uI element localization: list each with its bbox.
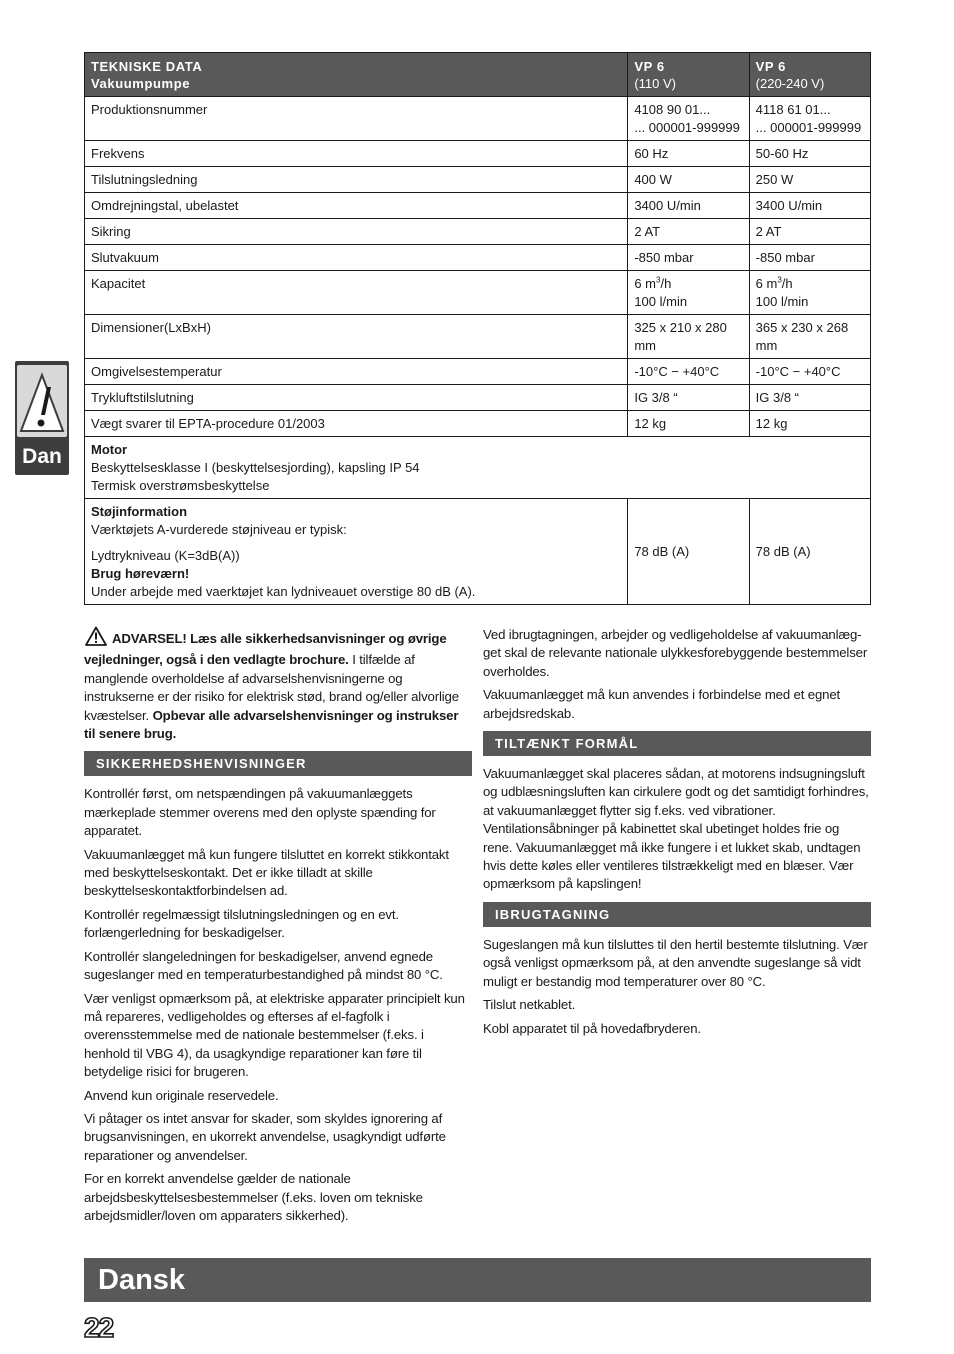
table-row <box>85 167 871 193</box>
paragraph: Vi påtager os intet ansvar for skader, som skyldes ignorering af brugsanvisningen, en ukorrekt anvendelse, usagkyndigt udførte reparationer og anvendelser. <box>84 1110 446 1163</box>
value-line: 4108 90 01... <box>634 102 711 117</box>
warning-bold-text: ADVARSEL! Læs alle sikkerhedsanvisninger og øvrige vejledninger, også i den vedlagte brochure. <box>84 631 447 668</box>
row-value-2: 250 W <box>749 167 870 193</box>
row-value-2: IG 3/8 “ <box>749 385 870 411</box>
table-row <box>85 141 871 167</box>
motor-line: Beskyttelsesklasse I (beskyttelsesjording), kapsling IP 54 <box>91 460 420 475</box>
value-text: /h <box>660 276 672 291</box>
paragraph: Vær venligst opmærksom på, at elektriske apparater principielt kun må repareres, vedligeholdes og efterses af el-fagfolk i overensstemmelse med de nationale bestemmelser (f.eks. i henhold til VBG 4), da usagkyndige reparationer kan føre til betydelige risici for brugeren. <box>84 990 465 1080</box>
value-line: ... 000001-999999 <box>755 120 862 135</box>
paragraph: Kontrollér regelmæssigt tilslutningsledningen og en evt. forlængerledning for beskadigelser. <box>84 906 399 941</box>
table-col1-header <box>628 53 749 97</box>
value-line: ... 000001-999999 <box>634 120 740 135</box>
row-label: Dimensioner(LxBxH) <box>85 315 628 359</box>
section-heading-commissioning: IBRUGTAGNING <box>483 902 871 927</box>
table-subtitle: Vakuumpumpe <box>91 76 191 91</box>
motor-row <box>85 437 871 499</box>
table-row <box>85 271 871 315</box>
row-label: Produktionsnummer <box>85 97 628 141</box>
paragraph: Ved ibrugtagningen, arbejder og vedligeholdelse af vakuumanlæg- get skal de relevante nationale ulykkesforebyggende bestemmelser overholdes. <box>483 627 868 679</box>
row-value-1: 3400 U/min <box>628 193 749 219</box>
row-value-2: -850 mbar <box>749 245 870 271</box>
table-title-cell <box>85 53 628 97</box>
warning-triangle-icon <box>84 626 108 651</box>
warning-paragraph <box>84 626 472 743</box>
hearing-protection-warning: Brug høreværn! <box>91 566 190 581</box>
col1-model: VP 6 <box>634 59 665 74</box>
row-label: Slutvakuum <box>85 245 628 271</box>
value-line: 4118 61 01... <box>755 102 831 117</box>
table-row <box>85 315 871 359</box>
row-value-2: 365 x 230 x 268 mm <box>749 315 870 359</box>
motor-title: Motor <box>91 442 128 457</box>
value-text: /h <box>781 276 793 291</box>
row-value-1: -850 mbar <box>628 245 749 271</box>
row-value-2: 12 kg <box>749 411 870 437</box>
row-value-2: -10°C − +40°C <box>749 359 870 385</box>
value-superscript: 3 <box>777 275 782 285</box>
paragraph: Vakuumanlægget må kun anvendes i forbindelse med et egnet arbejdsredskab. <box>483 687 841 721</box>
table-col2-header <box>749 53 870 97</box>
table-row <box>85 245 871 271</box>
row-value-2: 50-60 Hz <box>749 141 870 167</box>
paragraph: Kobl apparatet til på hovedafbryderen. <box>483 1020 701 1036</box>
warning-keep-text: Opbevar alle advarselshenvisninger og instrukser til senere brug. <box>84 707 459 742</box>
motor-line: Termisk overstrømsbeskyttelse <box>91 478 270 493</box>
motor-cell <box>85 437 871 499</box>
row-label: Sikring <box>85 219 628 245</box>
footer-language-title: Dansk <box>98 1264 186 1296</box>
left-column <box>84 626 472 1230</box>
noise-value-1: 78 dB (A) <box>628 499 749 605</box>
col1-voltage: (110 V) <box>634 76 676 91</box>
paragraph: Sugeslangen må kun tilsluttes til den hertil bestemte tilslutning. Vær også venligst opmærksom på, at den anvendte sugeslange så vidt muligt er bestandig mod temperaturer over 80 °C. <box>483 936 868 989</box>
section-heading-safety: SIKKERHEDSHENVISNINGER <box>84 751 472 776</box>
value-text: 6 m <box>755 276 778 291</box>
table-row <box>85 359 871 385</box>
noise-line: Under arbejde med vaerktøjet kan lydniveauet overstige 80 dB (A). <box>91 584 476 599</box>
paragraph: Tilslut netkablet. <box>483 997 576 1013</box>
col2-voltage: (220-240 V) <box>755 76 825 91</box>
paragraph: Kontrollér først, om netspændingen på vakuumanlæggets mærkeplade stemmer overens med den oplyste spænding for apparatet. <box>84 786 436 839</box>
language-label: Dan <box>22 445 62 468</box>
noise-line: Lydtrykniveau (K=3dB(A)) <box>91 548 240 563</box>
noise-cell <box>85 499 628 605</box>
row-label: Trykluftstilslutning <box>85 385 628 411</box>
noise-title: Støjinformation <box>91 504 188 519</box>
row-value-2 <box>749 97 870 141</box>
table-row <box>85 219 871 245</box>
row-label: Omdrejningstal, ubelastet <box>85 193 628 219</box>
row-value-1 <box>628 97 749 141</box>
row-value-1: -10°C − +40°C <box>628 359 749 385</box>
section-heading-intended-use: TILTÆNKT FORMÅL <box>483 731 871 756</box>
row-label: Vægt svarer til EPTA-procedure 01/2003 <box>85 411 628 437</box>
paragraph: Vakuumanlægget skal placeres sådan, at motorens indsugningsluft og udblæsningsluften kan cirkulere godt og det samtidigt forhindres, at vakuumanlægget flytter sig f.eks. ved vibrationer. Ventilationsåbninger på kabinettet skal ubetinget holdes frie og rene. Vakuumanlægget må ikke fungere i et lukket skab, undtagen hvis dette køles eller ventileres tilstrækkeligt med en blæser. Vær opmærksom på kapslingen! <box>483 766 869 892</box>
table-row <box>85 411 871 437</box>
paragraph: Vakuumanlægget må kun fungere tilsluttet en korrekt stikkontakt med beskyttelseskontakt. Det er ikke tilladt at skille beskyttelseskontaktforbindelsen ad. <box>84 846 449 899</box>
value-text: 6 m <box>634 276 656 291</box>
paragraph: For en korrekt anvendelse gælder de nationale arbejdsbeskyttelsesbestemmelser (f.eks. loven om tekniske arbejdsmidler/loven om apparaters sikkerhed). <box>84 1171 423 1223</box>
row-value-2 <box>749 271 870 315</box>
tech-data-table <box>84 52 871 605</box>
row-value-1: 2 AT <box>628 219 749 245</box>
paragraph: Anvend kun originale reservedele. <box>84 1087 279 1103</box>
footer-language-bar <box>84 1258 871 1302</box>
noise-value-2: 78 dB (A) <box>749 499 870 605</box>
row-value-1: 60 Hz <box>628 141 749 167</box>
noise-line: Værktøjets A-vurderede støjniveau er typisk: <box>91 522 347 537</box>
row-value-2: 3400 U/min <box>749 193 870 219</box>
table-header-row <box>85 53 871 97</box>
value-line: 100 l/min <box>755 294 809 309</box>
warning-text: I tilfælde af manglende overholdelse af advarselshenvisningerne og instrukserne er der risiko for elektrisk stød, brand og/eller alvorlige kvæstelser. <box>84 652 459 723</box>
row-label: Omgivelsestemperatur <box>85 359 628 385</box>
row-label: Frekvens <box>85 141 628 167</box>
value-superscript: 3 <box>656 275 661 285</box>
language-side-tab <box>15 361 69 475</box>
row-value-1: IG 3/8 “ <box>628 385 749 411</box>
row-value-1 <box>628 271 749 315</box>
row-value-2: 2 AT <box>749 219 870 245</box>
page-number: 22 <box>84 1312 114 1343</box>
table-row <box>85 385 871 411</box>
value-line: 100 l/min <box>634 294 688 309</box>
paragraph: Kontrollér slangeledningen for beskadigelser, anvend egnede sugeslanger med en temperaturbestandighed på mindst 80 °C. <box>84 948 443 983</box>
right-column <box>483 626 871 1043</box>
row-value-1: 325 x 210 x 280 mm <box>628 315 749 359</box>
row-value-1: 400 W <box>628 167 749 193</box>
table-title: TEKNISKE DATA <box>91 59 203 74</box>
row-label: Tilslutningsledning <box>85 167 628 193</box>
table-row <box>85 193 871 219</box>
col2-model: VP 6 <box>755 59 787 74</box>
table-row <box>85 97 871 141</box>
warning-exclamation-icon <box>17 365 67 437</box>
noise-row <box>85 499 871 605</box>
row-label: Kapacitet <box>85 271 628 315</box>
row-value-1: 12 kg <box>628 411 749 437</box>
